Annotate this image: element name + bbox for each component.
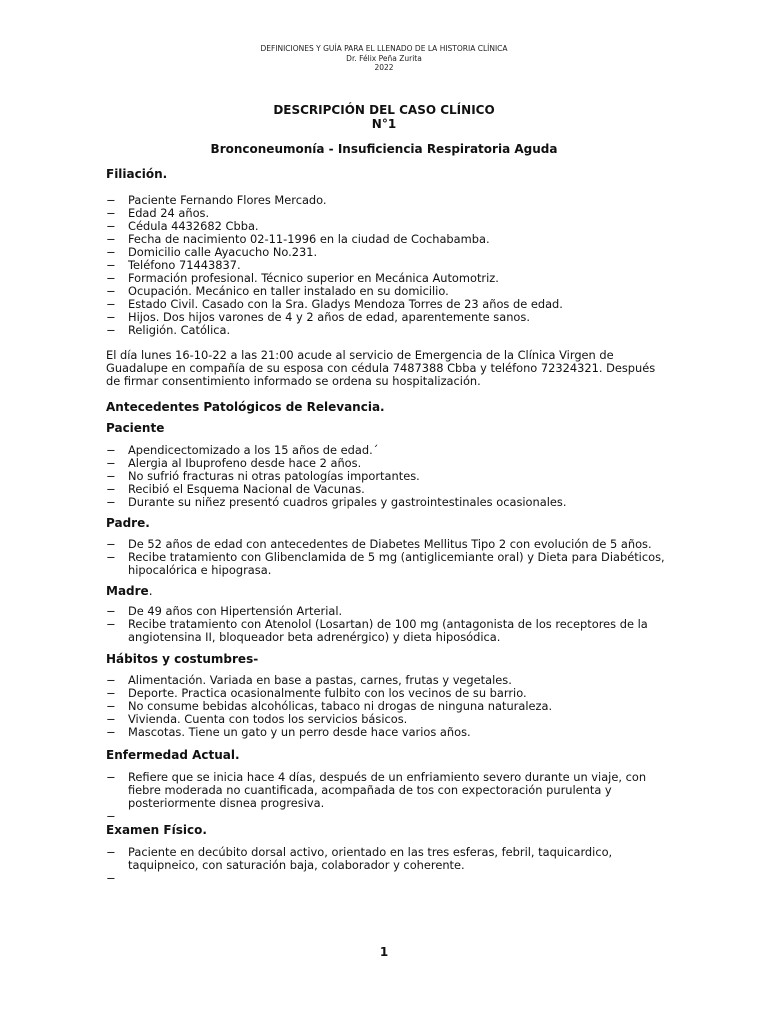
enfermedad-list: [106, 771, 666, 823]
list-item: − Domicilio calle Ayacucho No.231.: [106, 246, 666, 259]
list-item: − Alimentación. Variada en base a pastas, carnes, frutas y vegetales.: [106, 674, 666, 687]
list-item: − Religión. Católica.: [106, 324, 666, 337]
section-heading-paciente: Paciente: [106, 421, 165, 435]
list-item: − Recibe tratamiento con Atenolol (Losartan) de 100 mg (antagonista de los receptores de la angiotensina II, bloqueador beta adrenérgico) y dieta hiposódica.: [106, 618, 666, 644]
header-author: Dr. Félix Peña Zurita: [346, 53, 422, 63]
case-title: [0, 103, 768, 131]
case-title-line2: N°1: [371, 117, 397, 131]
section-heading-filiacion: Filiación.: [106, 167, 168, 181]
list-item: − Recibe tratamiento con Glibenclamida de 5 mg (antiglicemiante oral) y Dieta para Diabéticos, hipocalórica e hipograsa.: [106, 551, 666, 577]
list-item: − Cédula 4432682 Cbba.: [106, 220, 666, 233]
filiacion-list: [106, 194, 666, 337]
madre-heading-text: Madre: [106, 584, 149, 598]
document-header: [0, 44, 768, 73]
list-item: − Formación profesional. Técnico superior en Mecánica Automotriz.: [106, 272, 666, 285]
list-item: − No consume bebidas alcohólicas, tabaco ni drogas de ninguna naturaleza.: [106, 700, 666, 713]
list-item: − Edad 24 años.: [106, 207, 666, 220]
list-item: − De 49 años con Hipertensión Arterial.: [106, 605, 666, 618]
section-heading-antecedentes: Antecedentes Patológicos de Relevancia.: [106, 400, 385, 414]
list-item: − Paciente Fernando Flores Mercado.: [106, 194, 666, 207]
list-item: − Apendicectomizado a los 15 años de edad.´: [106, 444, 666, 457]
list-item: − Durante su niñez presentó cuadros gripales y gastrointestinales ocasionales.: [106, 496, 666, 509]
section-heading-padre: Padre.: [106, 516, 150, 530]
padre-list: [106, 538, 666, 577]
page-number: 1: [379, 945, 389, 959]
list-item: − Fecha de nacimiento 02-11-1996 en la ciudad de Cochabamba.: [106, 233, 666, 246]
list-item: − Paciente en decúbito dorsal activo, orientado en las tres esferas, febril, taquicardico, taquipneico, con saturación baja, colaborador y coherente.: [106, 846, 666, 872]
examen-list: [106, 846, 666, 885]
list-item: − Teléfono 71443837.: [106, 259, 666, 272]
list-item: − Refiere que se inicia hace 4 días, después de un enfriamiento severo durante un viaje, con fiebre moderada no cuantificada, acompañada de tos con expectoración purulenta y posteriormente disnea progresiva.: [106, 771, 666, 810]
list-item: − Recibió el Esquema Nacional de Vacunas.: [106, 483, 666, 496]
section-heading-enfermedad: Enfermedad Actual.: [106, 748, 240, 762]
list-item: − De 52 años de edad con antecedentes de Diabetes Mellitus Tipo 2 con evolución de 5 años.: [106, 538, 666, 551]
case-title-line1: DESCRIPCIÓN DEL CASO CLÍNICO: [273, 103, 495, 117]
madre-heading-suffix: .: [148, 584, 153, 598]
list-item-empty: [106, 872, 666, 885]
list-item: − Alergia al Ibuprofeno desde hace 2 años.: [106, 457, 666, 470]
document-body: [106, 167, 666, 885]
list-item: − Vivienda. Cuenta con todos los servicios básicos.: [106, 713, 666, 726]
madre-list: [106, 605, 666, 644]
list-item: − Mascotas. Tiene un gato y un perro desde hace varios años.: [106, 726, 666, 739]
section-heading-madre: [106, 584, 666, 598]
header-year: 2022: [374, 63, 394, 72]
list-item: − No sufrió fracturas ni otras patologías importantes.: [106, 470, 666, 483]
section-heading-examen: Examen Físico.: [106, 823, 207, 837]
list-item: − Estado Civil. Casado con la Sra. Gladys Mendoza Torres de 23 años de edad.: [106, 298, 666, 311]
header-title: DEFINICIONES Y GUÍA PARA EL LLENADO DE LA HISTORIA CLÍNICA: [260, 44, 508, 53]
section-heading-habitos: Hábitos y costumbres-: [106, 652, 259, 666]
list-item: − Deporte. Practica ocasionalmente fulbito con los vecinos de su barrio.: [106, 687, 666, 700]
habitos-list: [106, 674, 666, 739]
list-item-empty: [106, 810, 666, 823]
paciente-list: [106, 444, 666, 509]
admission-paragraph: El día lunes 16-10-22 a las 21:00 acude al servicio de Emergencia de la Clínica Virgen de Guadalupe en compañía de su esposa con cédula 7487388 Cbba y teléfono 72324321. Después de firmar consentimiento informado se ordena su hospitalización.: [106, 348, 656, 388]
list-item: − Ocupación. Mecánico en taller instalado en su domicilio.: [106, 285, 666, 298]
list-item: − Hijos. Dos hijos varones de 4 y 2 años de edad, aparentemente sanos.: [106, 311, 666, 324]
case-subtitle: Bronconeumonía - Insuficiencia Respiratoria Aguda: [210, 142, 558, 156]
